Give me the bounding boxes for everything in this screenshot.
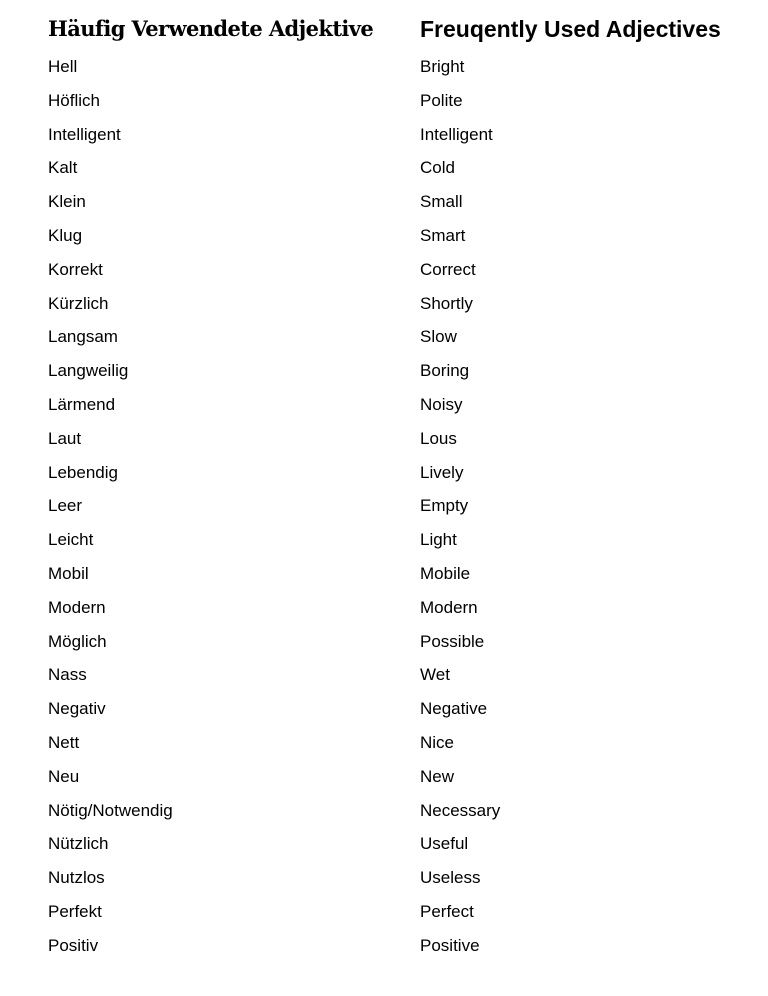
german-word-list xyxy=(48,56,173,969)
english-word: Necessary xyxy=(420,800,501,820)
german-word: Leicht xyxy=(48,530,94,550)
german-word: Negativ xyxy=(48,699,106,719)
english-word: Correct xyxy=(420,259,476,279)
english-word: Slow xyxy=(420,327,457,347)
english-word: Noisy xyxy=(420,394,463,414)
english-word: Wet xyxy=(420,665,450,685)
english-word: Bright xyxy=(420,57,465,76)
english-word: Boring xyxy=(420,361,470,381)
english-word: Small xyxy=(420,192,463,212)
english-word: Positive xyxy=(420,935,480,955)
german-word: Langsam xyxy=(48,327,118,347)
german-word: Nutzlos xyxy=(48,868,105,888)
german-heading: Häufig Verwendete Adjektive xyxy=(48,16,374,41)
german-word: Modern xyxy=(48,597,106,617)
german-word: Kürzlich xyxy=(48,293,109,313)
english-word: Mobile xyxy=(420,563,471,583)
english-word: New xyxy=(420,766,455,786)
german-word: Möglich xyxy=(48,631,107,651)
german-word: Nützlich xyxy=(48,834,109,854)
english-word: Shortly xyxy=(420,293,473,313)
german-word: Intelligent xyxy=(48,124,121,144)
german-word: Leer xyxy=(48,496,83,516)
english-word: Perfect xyxy=(420,901,474,921)
german-word: Neu xyxy=(48,766,80,786)
german-word: Positiv xyxy=(48,935,99,955)
english-word: Lively xyxy=(420,462,464,482)
german-word: Nass xyxy=(48,665,87,685)
german-word: Klug xyxy=(48,225,83,245)
english-word: Possible xyxy=(420,631,485,651)
english-heading: Freuqently Used Adjectives xyxy=(420,16,721,42)
german-word: Mobil xyxy=(48,563,89,583)
english-word: Useful xyxy=(420,834,469,854)
german-word: Höflich xyxy=(48,90,100,110)
english-word: Negative xyxy=(420,699,488,719)
english-word: Polite xyxy=(420,90,463,110)
german-word: Nötig/Notwendig xyxy=(48,800,173,820)
german-word: Perfekt xyxy=(48,901,102,921)
english-word: Nice xyxy=(420,732,455,752)
german-word: Kalt xyxy=(48,158,78,178)
english-word: Modern xyxy=(420,597,478,617)
english-word: Light xyxy=(420,530,457,550)
english-word: Smart xyxy=(420,225,466,245)
english-word: Intelligent xyxy=(420,124,493,144)
english-word: Empty xyxy=(420,496,469,516)
german-word: Nett xyxy=(48,732,80,752)
german-word: Klein xyxy=(48,192,86,212)
german-word: Lärmend xyxy=(48,394,116,414)
german-word: Lebendig xyxy=(48,462,118,482)
german-word: Langweilig xyxy=(48,361,129,381)
english-word: Lous xyxy=(420,428,457,448)
german-word: Hell xyxy=(48,57,78,76)
english-word-list xyxy=(420,56,500,969)
german-word: Korrekt xyxy=(48,259,103,279)
german-word: Laut xyxy=(48,428,82,448)
english-word: Useless xyxy=(420,868,481,888)
english-word: Cold xyxy=(420,158,455,178)
